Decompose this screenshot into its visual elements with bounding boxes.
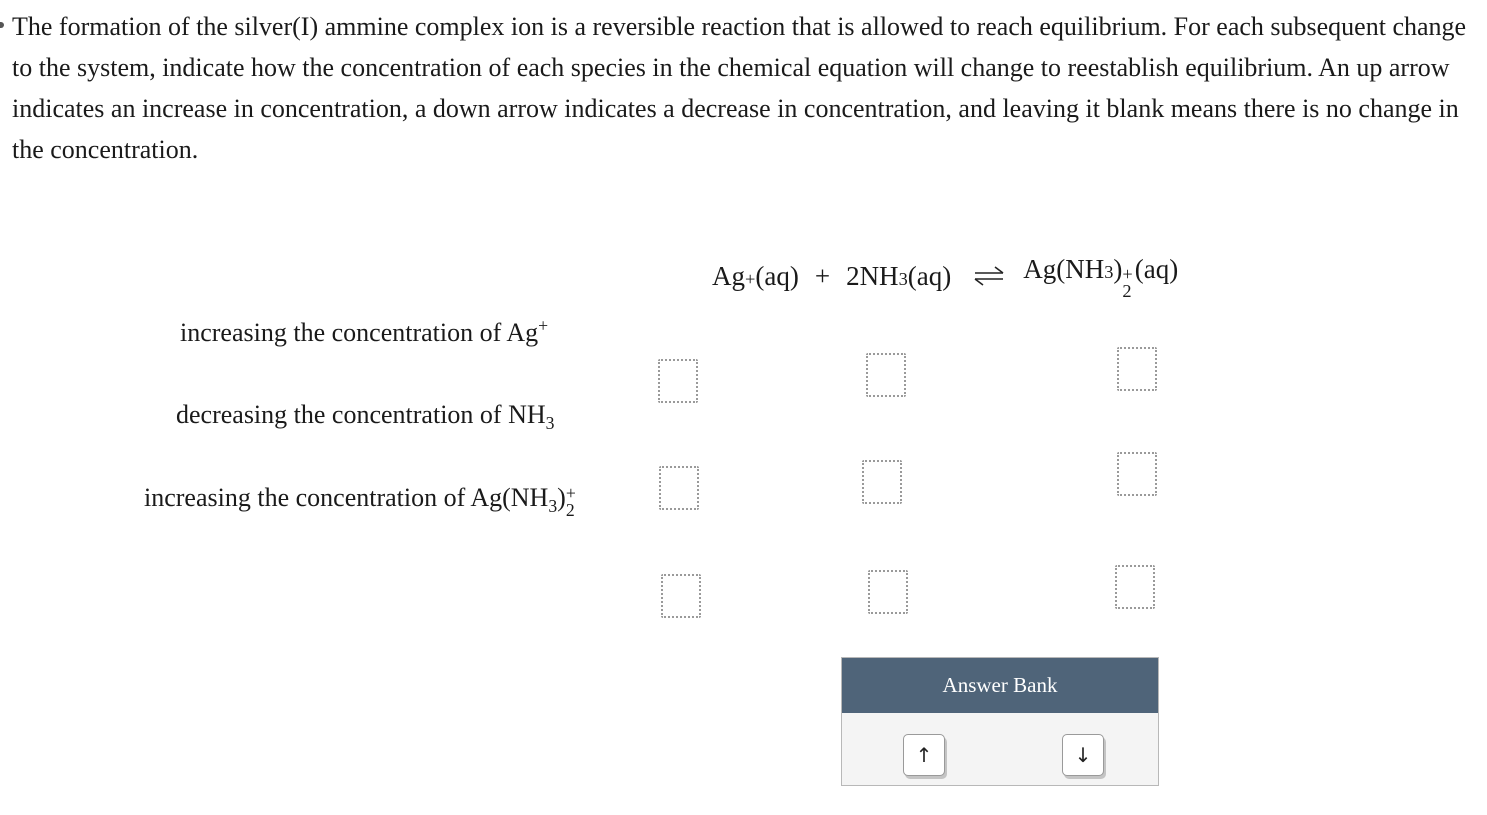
row-label-3-text: increasing the concentration of [144, 483, 471, 512]
row-label-3 [144, 483, 578, 520]
drop-target-row1-complex[interactable] [1117, 347, 1157, 391]
reactant-nh3-state: (aq) [907, 260, 952, 291]
row-label-2-sub: 3 [545, 413, 555, 434]
product-charge-stack [1122, 263, 1133, 302]
drop-target-row3-complex[interactable] [1115, 565, 1155, 609]
question-marker [0, 22, 4, 28]
product-close-paren: ) [1113, 254, 1123, 284]
row-label-1-text: increasing the concentration of [180, 318, 507, 347]
reactant-ag: Ag + (aq) [712, 260, 799, 291]
row-label-3-count: 2 [565, 499, 575, 520]
drop-target-row2-nh3[interactable] [862, 460, 902, 504]
reactant-nh3-base: 2NH [846, 260, 899, 291]
down-arrow-icon: ↓ [1074, 743, 1092, 767]
reactant-nh3: 2NH 3 (aq) [846, 260, 952, 291]
row-label-3-sub: 3 [548, 496, 558, 517]
row-label-3-charge: + [565, 483, 576, 503]
row-label-1-species: Ag [506, 318, 539, 347]
row-label-3-close: ) [557, 483, 566, 512]
reactant-ag-state: (aq) [755, 260, 799, 291]
drop-target-row2-ag[interactable] [659, 466, 699, 510]
row-label-1 [180, 315, 549, 348]
product-complex: Ag(NH 3 ) + 2 (aq) [1023, 254, 1179, 302]
chemical-equation [712, 254, 1179, 302]
row-label-1-charge: + [538, 315, 549, 336]
equilibrium-arrow-icon [971, 265, 1007, 287]
drop-target-row3-ag[interactable] [661, 574, 701, 618]
up-arrow-chip[interactable] [903, 734, 945, 776]
down-arrow-chip[interactable] [1062, 734, 1104, 776]
row-label-3-species: Ag(NH [470, 483, 549, 512]
row-label-3-charge-stack [566, 485, 576, 519]
drop-target-row1-ag[interactable] [658, 359, 698, 403]
plus-sign: + [814, 260, 831, 291]
row-label-2 [176, 400, 555, 434]
answer-bank-title: Answer Bank [842, 658, 1158, 713]
row-label-2-species: NH [508, 400, 546, 429]
product-state: (aq) [1134, 254, 1179, 284]
answer-bank [841, 657, 1159, 786]
question-text: The formation of the silver(I) ammine complex ion is a reversible reaction that is allowed to reach equilibrium. For each subsequent change to the system, indicate how the concentration of each species in the chemical equation will change to reestablish equilibrium. An up arrow indicates an increase in concentration, a down arrow indicates a decrease in concentration, and leaving it blank means there is no change in the concentration. [12, 12, 1467, 164]
product-charge: + [1122, 263, 1133, 284]
drop-target-row1-nh3[interactable] [866, 353, 906, 397]
drop-target-row3-nh3[interactable] [868, 570, 908, 614]
product-base: Ag(NH [1023, 254, 1105, 284]
product-count: 2 [1122, 281, 1132, 302]
drop-target-row2-complex[interactable] [1117, 452, 1157, 496]
reactant-ag-base: Ag [712, 260, 745, 291]
up-arrow-icon: ↑ [915, 743, 933, 767]
row-label-2-text: decreasing the concentration of [176, 400, 509, 429]
